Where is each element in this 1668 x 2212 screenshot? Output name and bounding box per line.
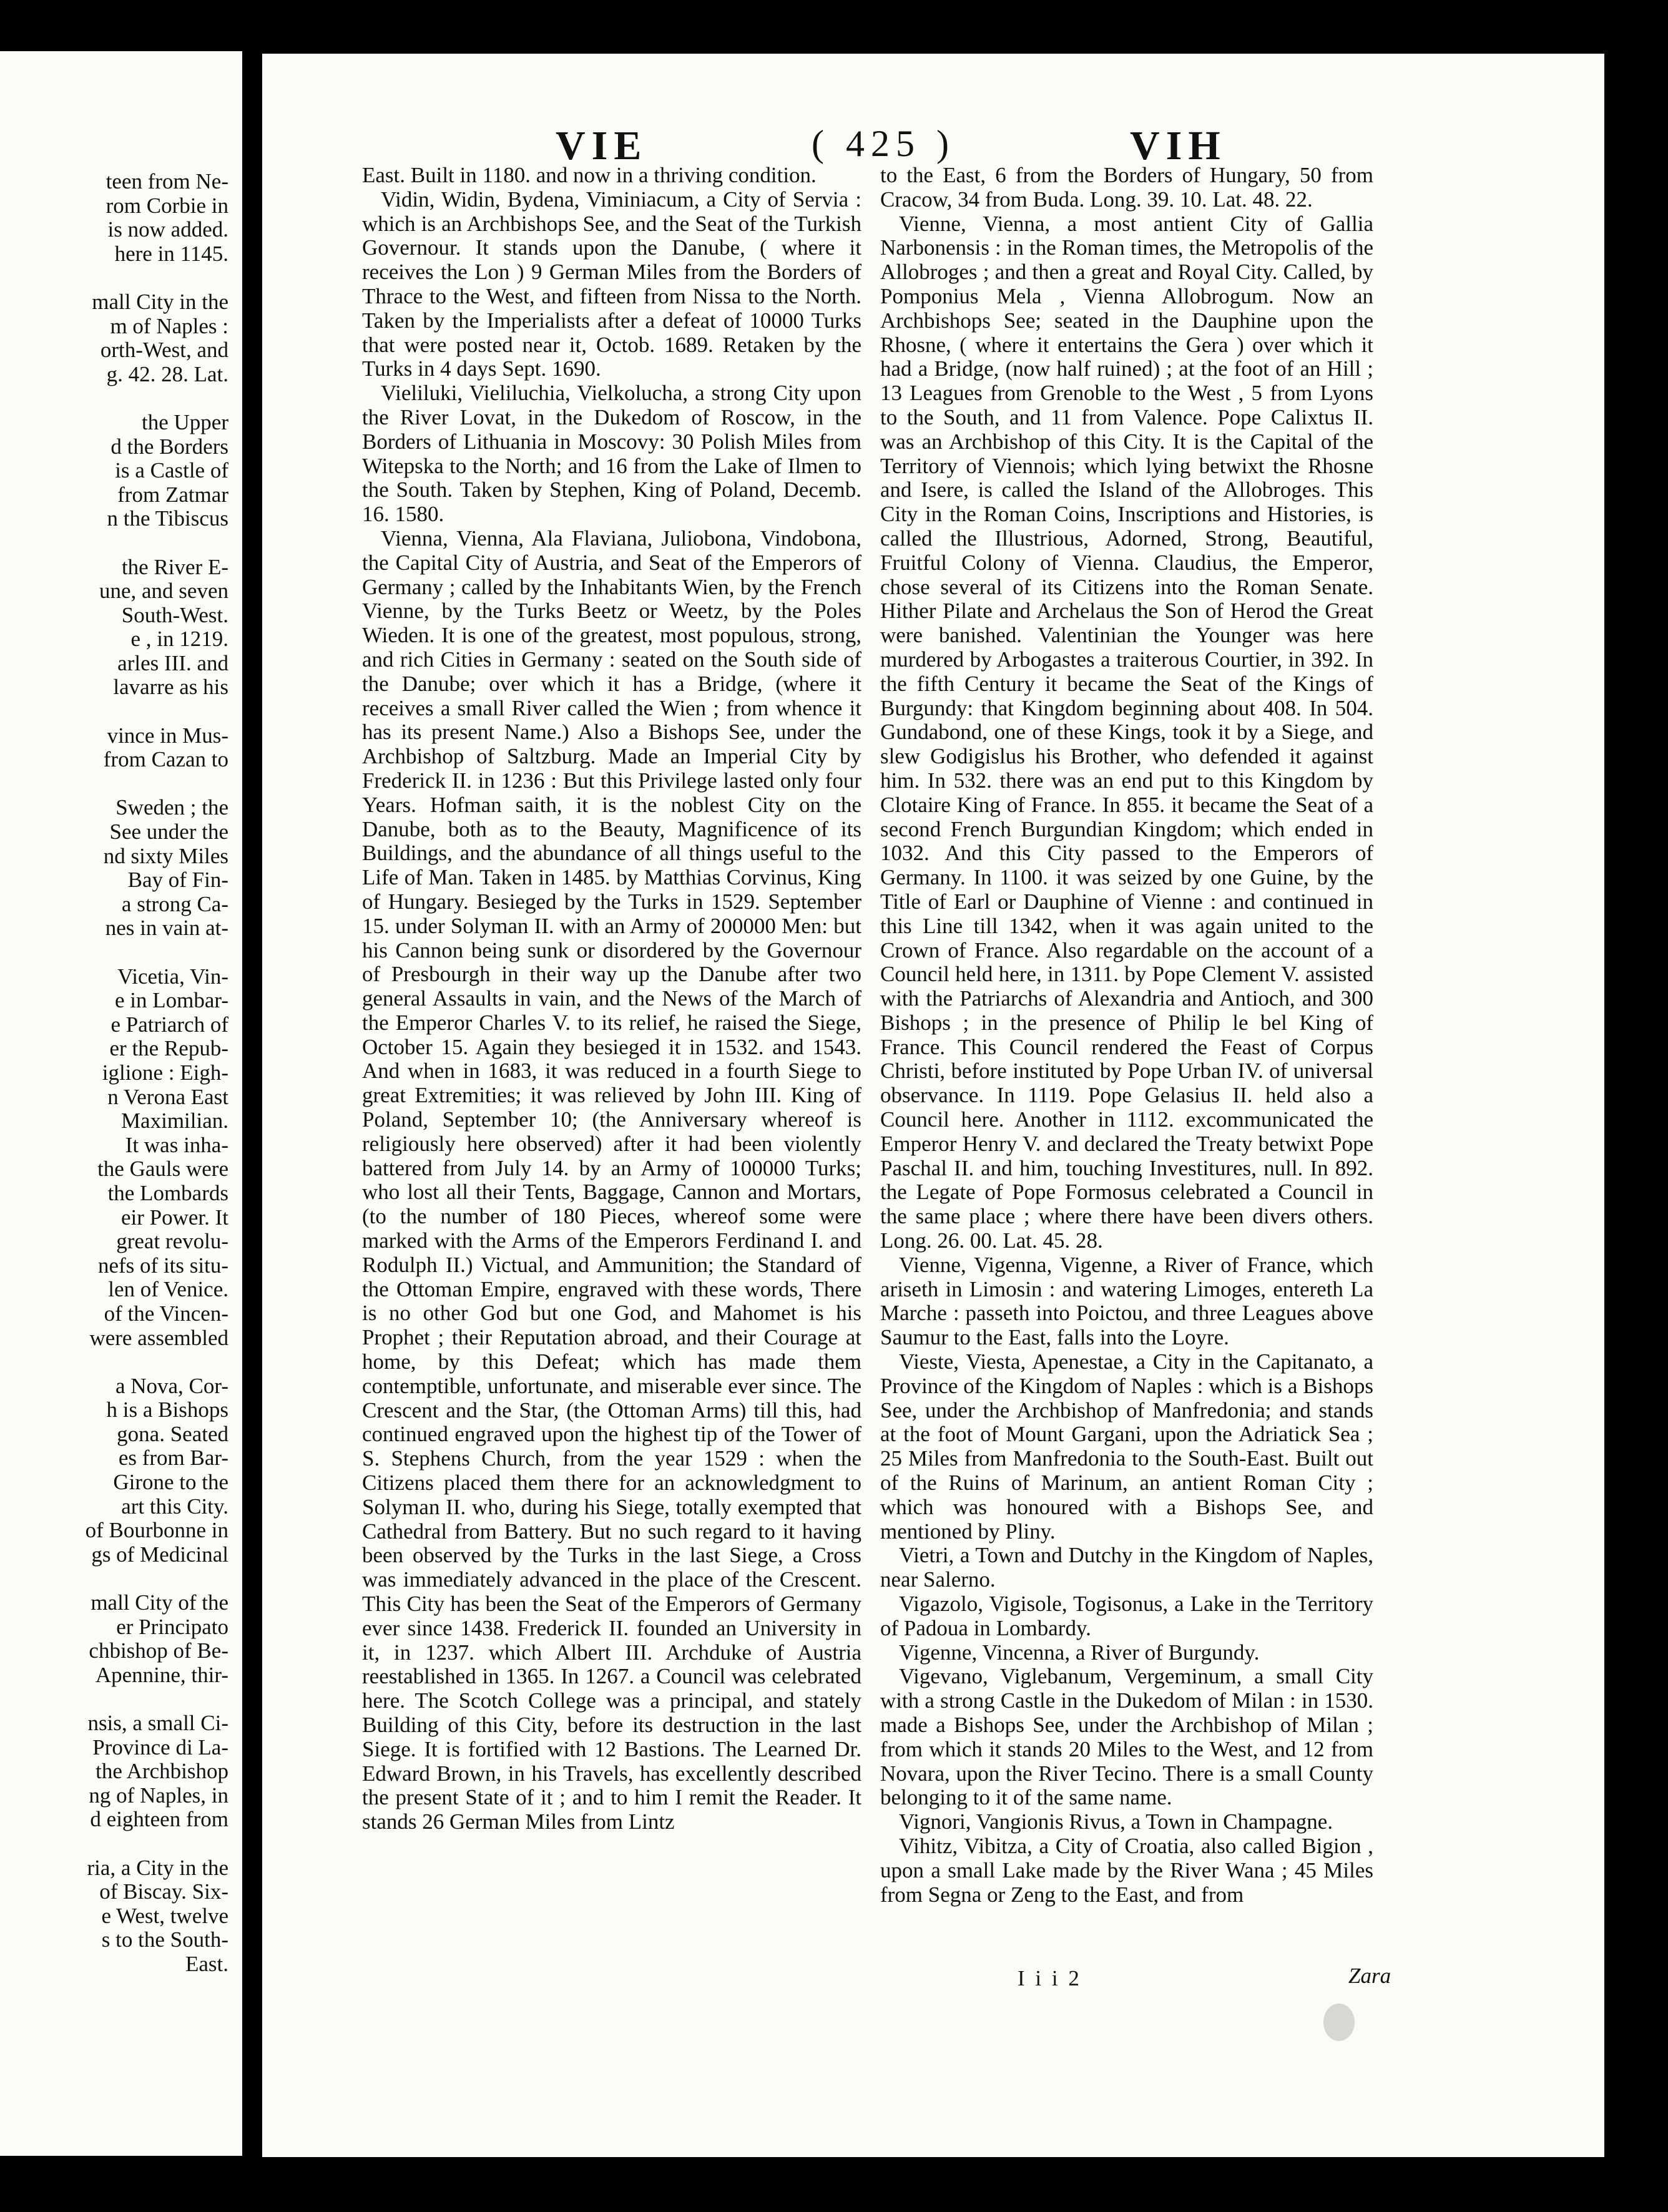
fragment-line: here in 1145.: [114, 242, 228, 266]
fragment-line: of the Vincen-: [104, 1301, 228, 1326]
left-page-fragment: [0, 51, 242, 2156]
fragment-line: teen from Ne-: [105, 170, 228, 193]
fragment-line: m of Naples :: [110, 314, 228, 338]
entry-paragraph: Vienne, Vienna, a most antient City of Gallia Narbonensis : in the Roman times, the Metropolis of the Allobroges ; and then a great and Royal City. Called, by Pomponius Mela , Vienna Allobrogum. Now an Archbishops See; seated in the Dauphine upon the Rhosne, ( where it entertains the Gera ) over which it had a Bridge, (now half ruined) ; at the foot of an Hill ; 13 Leagues from Grenoble to the West , 5 from Lyons to the South, and 11 from Valence. Pope Calixtus II. was an Archbishop of this City. It is the Capital of the Territory of Viennois; which lying betwixt the Rhosne and Isere, is called the Island of the Allobroges. This City in the Roman Coins, Inscriptions and Histories, is called the Illustrious, Adorned, Strong, Beautiful, Fruitful Colony of Vienna. Claudius, the Emperor, chose several of its Citizens into the Roman Senate. Hither Pilate and Archelaus the Son of Herod the Great were banished. Valentinian the Younger was here murdered by Arbogastes a traiterous Courtier, in 392. In the fifth Century it became the Seat of the Kings of Burgundy: that Kingdom beginning about 408. In 504. Gundabond, one of these Kings, took it by a Siege, and slew Godigislus his Brother, who defended it against him. In 532. there was an end put to this Kingdom by Clotaire King of France. In 855. it became the Seat of a second French Burgundian Kingdom; which ended in 1032. And this City passed to the Emperors of Germany. In 1100. it was seized by one Guine, by the Title of Earl or Dauphine of Vienne : and continued in this Line till 1342, when it was again united to the Crown of France. Also regardable on the account of a Council held here, in 1311. by Pope Clement V. assisted with the Patriarchs of Alexandria and Antioch, and 300 Bishops ; in the presence of Philip le bel King of France. This Council rendered the Feast of Corpus Christi, before instituted by Pope Urban IV. of universal observance. In 1119. Pope Gelasius II. held also a Council here. Another in 1112. excommunicated the Emperor Henry V. and declared the Treaty betwixt Pope Paschal II. and him, touching Investitures, null. In 892. the Legate of Pope Formosus celebrated a Council in the same place ; where there have been divers others. Long. 26. 00. Lat. 45. 28.: [880, 211, 1373, 1253]
signature-mark: I i i 2: [1018, 1966, 1082, 1990]
fragment-line: lavarre as his: [113, 675, 228, 700]
entry-paragraph: Vihitz, Vibitza, a City of Croatia, also called Bigion , upon a small Lake made by the River Wana ; 45 Miles from Segna or Zeng to the East, and from: [880, 1833, 1373, 1907]
entry-paragraph: Vienne, Vigenna, Vigenne, a River of France, which ariseth in Limosin : and watering Limoges, entereth La Marche : passeth into Poictou, and three Leagues above Saumur to the East, falls into the Loyre.: [880, 1252, 1373, 1350]
fragment-line: mall City in the: [92, 290, 228, 314]
fragment-line: d eighteen from: [90, 1808, 228, 1832]
fragment-line: s to the South-: [101, 1928, 228, 1952]
fragment-line: e Patriarch of: [110, 1012, 228, 1037]
entry-paragraph: Vietri, a Town and Dutchy in the Kingdom of Naples, near Salerno.: [880, 1543, 1373, 1592]
fragment-line: [41, 386, 228, 411]
fragment-line: were assembled: [89, 1326, 228, 1350]
fragment-line: g. 42. 28. Lat.: [106, 362, 228, 386]
fragment-line: nd sixty Miles: [103, 844, 228, 868]
entry-paragraph: to the East, 6 from the Borders of Hungary, 50 from Cracow, 34 from Buda. Long. 39. 10. Lat. 48. 22.: [880, 163, 1373, 212]
entry-paragraph: Vieliluki, Vieliluchia, Vielkolucha, a strong City upon the River Lovat, in the Dukedom of Roscow, in the Borders of Lithuania in Moscovy: 30 Polish Miles from Witepska to the North; and 16 from the Lake of Ilmen to the South. Taken by Stephen, King of Poland, Decemb. 16. 1580.: [362, 381, 861, 527]
fragment-line: e West, twelve: [101, 1904, 228, 1928]
fragment-line: the Upper: [142, 410, 228, 434]
fragment-line: vince in Mus-: [107, 723, 228, 748]
fragment-line: from Cazan to: [103, 748, 228, 772]
fragment-line: It was inha-: [125, 1133, 228, 1157]
entry-paragraph: Vigenne, Vincenna, a River of Burgundy.: [899, 1640, 1260, 1665]
fragment-line: orth-West, and: [100, 338, 228, 363]
entry-paragraph: Vigazolo, Vigisole, Togisonus, a Lake in the Territory of Padoua in Lombardy.: [880, 1592, 1373, 1640]
fragment-line: Maximilian.: [120, 1109, 228, 1133]
fragment-line: South-West.: [121, 603, 228, 627]
fragment-line: nes in vain at-: [105, 916, 228, 941]
fragment-line: [41, 1832, 228, 1856]
fragment-line: [41, 1350, 228, 1374]
fragment-line: ng of Naples, in: [89, 1783, 228, 1808]
fragment-line: [41, 1567, 228, 1591]
fragment-line: the Lombards: [107, 1181, 228, 1205]
fragment-line: [41, 700, 228, 724]
fragment-line: See under the: [109, 820, 228, 844]
fragment-line: ria, a City in the: [87, 1856, 228, 1880]
fragment-line: great revolu-: [116, 1230, 228, 1254]
running-head-right: VIH: [1130, 123, 1227, 169]
fragment-line: [41, 772, 228, 796]
fragment-line: [41, 941, 228, 965]
fragment-line: East.: [185, 1952, 228, 1976]
running-head-left: VIE: [556, 123, 648, 169]
fragment-line: d the Borders: [110, 434, 228, 459]
fragment-line: es from Bar-: [118, 1446, 228, 1471]
fragment-line: is a Castle of: [115, 459, 228, 483]
fragment-line: rom Corbie in: [105, 193, 228, 218]
fragment-line: len of Venice.: [108, 1278, 228, 1302]
entry-paragraph: Vieste, Viesta, Apenestae, a City in the Capitanato, a Province of the Kingdom of Naples : which is a Bishops See, under the Archbishop of Manfredonia; and stands at the foot of Mount Gargani, upon the Adriatick Sea ; 25 Miles from Manfredonia to the South-East. Built out of the Ruins of Marinum, an antient Roman City ; which was honoured with a Bishops See, and mentioned by Pliny.: [880, 1349, 1373, 1544]
fragment-line: er the Repub-: [109, 1037, 228, 1061]
text-column-right: [880, 164, 1373, 1907]
fragment-line: Bay of Fin-: [127, 868, 228, 893]
fragment-line: [41, 1687, 228, 1711]
fragment-line: une, and seven: [99, 579, 228, 604]
fragment-line: arles III. and: [117, 651, 228, 675]
fragment-line: gona. Seated: [117, 1422, 228, 1446]
page-number: ( 425 ): [812, 123, 955, 164]
fragment-line: er Principato: [116, 1615, 228, 1639]
fragment-line: Sweden ; the: [115, 796, 228, 820]
fragment-line: [41, 266, 228, 290]
left-page-text-fragment: [41, 170, 228, 1977]
fragment-line: of Biscay. Six-: [99, 1880, 228, 1904]
ink-smudge: [1323, 2004, 1355, 2041]
fragment-line: chbishop of Be-: [89, 1639, 228, 1663]
fragment-line: n the Tibiscus: [107, 507, 228, 531]
fragment-line: n Verona East: [107, 1085, 228, 1109]
fragment-line: of Bourbonne in: [85, 1519, 228, 1543]
entry-paragraph: Vignori, Vangionis Rivus, a Town in Champagne.: [899, 1809, 1333, 1834]
fragment-line: from Zatmar: [117, 482, 228, 507]
entry-paragraph: Vienna, Vienna, Ala Flaviana, Juliobona, Vindobona, the Capital City of Austria, and Seat of the Emperors of Germany ; called by the Inhabitants Wien, by the French Vienne, by the Turks Beetz or Weetz, by the Poles Wieden. It is one of the greatest, most populous, strong, and rich Cities in Germany : seated on the South side of the Danube; over which it has a Bridge, (where it receives a small River called the Wien ; from whence it has its present Name.) Also a Bishops See, under the Archbishop of Saltzburg. Made an Imperial City by Frederick II. in 1236 : But this Privilege lasted only four Years. Hofman saith, it is the noblest City on the Danube, both as to the Beauty, Magnificence of its Buildings, and the abundance of all things useful to the Life of Man. Taken in 1485. by Matthias Corvinus, King of Hungary. Besieged by the Turks in 1529. September 15. under Solyman II. with an Army of 200000 Men: but his Cannon being sunk or disordered by the Governour of Presbourgh in their way up the Danube after two general Assaults in vain, and the News of the March of the Emperor Charles V. to its relief, he raised the Siege, October 15. Again they besieged it in 1532. and 1543. And when in 1683, it was reduced in a fourth Siege to great Extremities; it was relieved by John III. King of Poland, September 10; (the Anniversary whereof is religiously here observed) after it had been violently battered from July 14. by an Army of 100000 Turks; who lost all their Tents, Baggage, Cannon and Mortars, (to the number of 180 Pieces, whereof some were marked with the Arms of the Emperors Ferdinand I. and Rodulph II.) Victual, and Ammunition; the Standard of the Ottoman Empire, engraved with these words, There is no other God but one God, and Mahomet is his Prophet ; their Reputation abroad, and their Courage at home, by this Defeat; which has made them contemptible, unfortunate, and miserable ever since. The Crescent and the Star, (the Ottoman Arms) till this, had continued engraved upon the highest tip of the Tower of S. Stephens Church, from the year 1529 : when the Citizens placed them there for an acknowledgment to Solyman II. who, during his Siege, totally exempted that Cathedral from Battery. But no such regard to it having been observed by the Turks in the last Siege, a Cross was immediately advanced in the place of the Crescent. This City has been the Seat of the Emperors of Germany ever since 1438. Frederick II. founded an University in it, in 1237. which Albert III. Archduke of Austria reestablished in 1365. In 1267. a Council was celebrated here. The Scotch College was a principal, and stately Building of this City, before its destruction in the last Siege. It is fortified with 12 Bastions. The Learned Dr. Edward Brown, in his Travels, has excellently described the present State of it ; and to him I remit the Reader. It stands 26 German Miles from Lintz: [362, 526, 861, 1834]
fragment-line: h is a Bishops: [106, 1398, 228, 1422]
fragment-line: nsis, a small Ci-: [87, 1711, 228, 1735]
fragment-line: eir Power. It: [120, 1205, 228, 1230]
fragment-line: a Nova, Cor-: [115, 1374, 228, 1398]
fragment-line: nefs of its situ-: [97, 1253, 228, 1278]
fragment-line: Province di La-: [92, 1735, 228, 1759]
fragment-line: art this City.: [121, 1494, 228, 1519]
text-column-left: [362, 164, 861, 1834]
fragment-line: Vicetia, Vin-: [117, 964, 228, 989]
fragment-line: e , in 1219.: [130, 627, 228, 652]
fragment-line: the Archbishop: [96, 1759, 228, 1784]
fragment-line: Girone to the: [113, 1471, 228, 1495]
catchword: Zara: [1348, 1964, 1391, 1988]
fragment-line: a strong Ca-: [121, 892, 228, 916]
fragment-line: iglione : Eigh-: [102, 1060, 228, 1085]
fragment-line: e in Lombar-: [114, 989, 228, 1013]
fragment-line: gs of Medicinal: [91, 1542, 228, 1567]
entry-paragraph: Vigevano, Viglebanum, Vergeminum, a small City with a strong Castle in the Dukedom of Milan : in 1530. made a Bishops See, under the Archbishop of Milan ; from which it stands 20 Miles to the West, and 12 from Novara, upon the River Tecino. There is a small County belonging to it of the same name.: [880, 1664, 1373, 1810]
fragment-line: is now added.: [107, 218, 228, 242]
fragment-line: [41, 531, 228, 555]
running-head: [262, 62, 1604, 169]
book-gutter: [242, 51, 262, 2156]
fragment-line: the Gauls were: [97, 1157, 228, 1182]
entry-paragraph: Vidin, Widin, Bydena, Viminiacum, a City of Servia : which is an Archbishops See, and the Seat of the Turkish Governour. It stands upon the Danube, ( where it receives the Lon ) 9 German Miles from the Borders of Thrace to the West, and fifteen from Nissa to the North. Taken by the Imperialists after a defeat of 10000 Turks that were posted near it, Octob. 1689. Retaken by the Turks in 4 days Sept. 1690.: [362, 187, 861, 381]
fragment-line: mall City of the: [91, 1591, 228, 1615]
entry-paragraph: East. Built in 1180. and now in a thriving condition.: [362, 163, 817, 187]
fragment-line: Apennine, thir-: [95, 1663, 228, 1687]
fragment-line: the River E-: [121, 555, 228, 579]
